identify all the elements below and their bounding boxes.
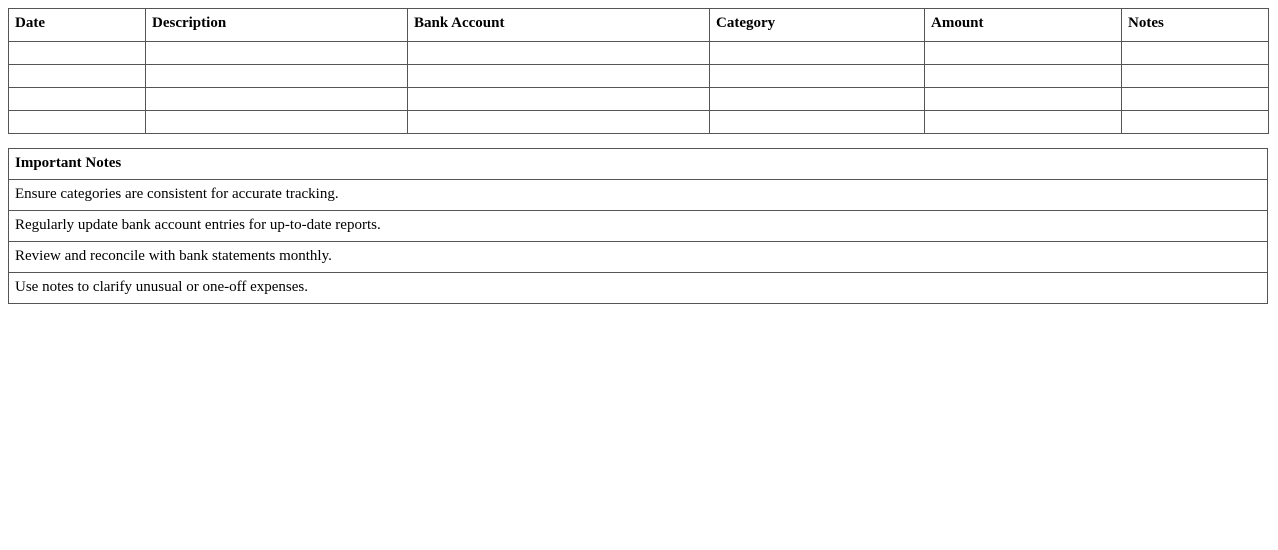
cell-bank-account[interactable] [408, 111, 710, 134]
note-text: Regularly update bank account entries for up-to-date reports. [9, 211, 1268, 242]
cell-description[interactable] [146, 88, 408, 111]
cell-notes[interactable] [1122, 88, 1269, 111]
notes-header-row [9, 149, 1268, 180]
cell-amount[interactable] [925, 111, 1122, 134]
cell-amount[interactable] [925, 88, 1122, 111]
important-notes-table [8, 148, 1268, 304]
table-row[interactable] [9, 65, 1269, 88]
cell-notes[interactable] [1122, 42, 1269, 65]
list-item [9, 273, 1268, 304]
entries-table-head [9, 9, 1269, 42]
table-row[interactable] [9, 88, 1269, 111]
note-text: Ensure categories are consistent for accurate tracking. [9, 180, 1268, 211]
cell-bank-account[interactable] [408, 42, 710, 65]
table-row[interactable] [9, 111, 1269, 134]
cell-date[interactable] [9, 42, 146, 65]
cell-notes[interactable] [1122, 65, 1269, 88]
notes-table-body [9, 180, 1268, 304]
cell-description[interactable] [146, 42, 408, 65]
notes-table-head [9, 149, 1268, 180]
column-header-notes: Notes [1122, 9, 1269, 42]
table-header-row [9, 9, 1269, 42]
column-header-description: Description [146, 9, 408, 42]
column-header-amount: Amount [925, 9, 1122, 42]
expense-entries-table [8, 8, 1269, 134]
notes-table-title: Important Notes [9, 149, 1268, 180]
note-text: Review and reconcile with bank statements monthly. [9, 242, 1268, 273]
cell-date[interactable] [9, 111, 146, 134]
cell-description[interactable] [146, 111, 408, 134]
cell-bank-account[interactable] [408, 88, 710, 111]
column-header-date: Date [9, 9, 146, 42]
cell-bank-account[interactable] [408, 65, 710, 88]
cell-category[interactable] [710, 42, 925, 65]
cell-notes[interactable] [1122, 111, 1269, 134]
cell-amount[interactable] [925, 65, 1122, 88]
table-row[interactable] [9, 42, 1269, 65]
column-header-category: Category [710, 9, 925, 42]
note-text: Use notes to clarify unusual or one-off expenses. [9, 273, 1268, 304]
cell-category[interactable] [710, 111, 925, 134]
cell-category[interactable] [710, 65, 925, 88]
entries-table-body [9, 42, 1269, 134]
column-header-bank-account: Bank Account [408, 9, 710, 42]
cell-category[interactable] [710, 88, 925, 111]
list-item [9, 211, 1268, 242]
list-item [9, 180, 1268, 211]
list-item [9, 242, 1268, 273]
cell-amount[interactable] [925, 42, 1122, 65]
cell-description[interactable] [146, 65, 408, 88]
cell-date[interactable] [9, 65, 146, 88]
cell-date[interactable] [9, 88, 146, 111]
